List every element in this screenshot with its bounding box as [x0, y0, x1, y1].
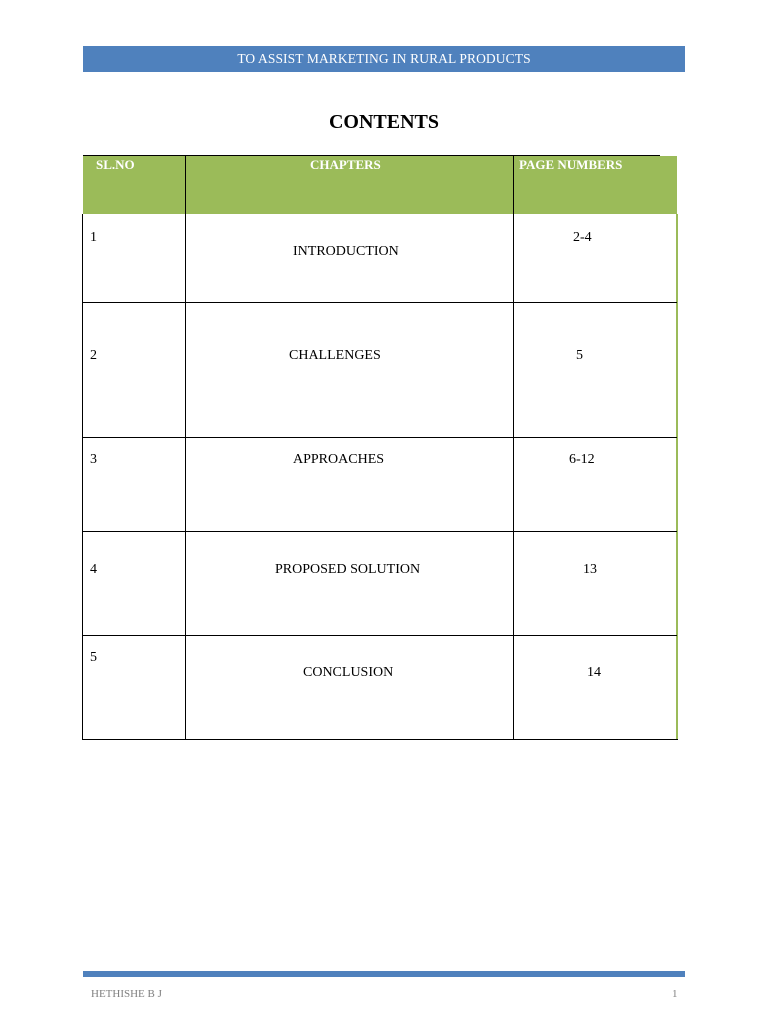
row-page-numbers: 13 [583, 562, 597, 577]
column-divider [513, 156, 514, 740]
row-divider [83, 437, 677, 438]
row-page-numbers: 14 [587, 665, 601, 680]
table-header-row [83, 156, 677, 214]
table-bottom-edge [83, 739, 678, 740]
running-header [83, 46, 685, 72]
row-chapter: PROPOSED SOLUTION [275, 562, 421, 577]
column-header-chapters: CHAPTERS [310, 157, 381, 172]
footer-rule [83, 971, 685, 977]
page-title: CONTENTS [328, 111, 440, 133]
column-header-page-numbers: PAGE NUMBERS [519, 157, 623, 172]
row-chapter: CONCLUSION [303, 665, 394, 680]
row-sl-no: 2 [90, 348, 97, 363]
footer-author: HETHISHE B J [91, 988, 162, 1000]
row-sl-no: 4 [90, 562, 97, 577]
table-right-edge [676, 214, 678, 740]
row-divider [83, 635, 677, 636]
row-sl-no: 3 [90, 452, 97, 467]
table-left-edge [82, 214, 83, 740]
row-sl-no: 1 [90, 230, 97, 245]
row-page-numbers: 6-12 [569, 452, 595, 467]
row-chapter: APPROACHES [293, 452, 385, 467]
footer-page-number: 1 [672, 988, 678, 1000]
row-page-numbers: 5 [576, 348, 583, 363]
row-chapter: INTRODUCTION [293, 244, 399, 259]
column-divider [185, 156, 186, 740]
row-divider [83, 531, 677, 532]
row-chapter: CHALLENGES [289, 348, 381, 363]
row-page-numbers: 2-4 [573, 230, 592, 245]
running-header-title: TO ASSIST MARKETING IN RURAL PRODUCTS [237, 51, 531, 66]
row-sl-no: 5 [90, 650, 97, 665]
row-divider [83, 302, 677, 303]
column-header-sl-no: SL.NO [96, 157, 135, 172]
